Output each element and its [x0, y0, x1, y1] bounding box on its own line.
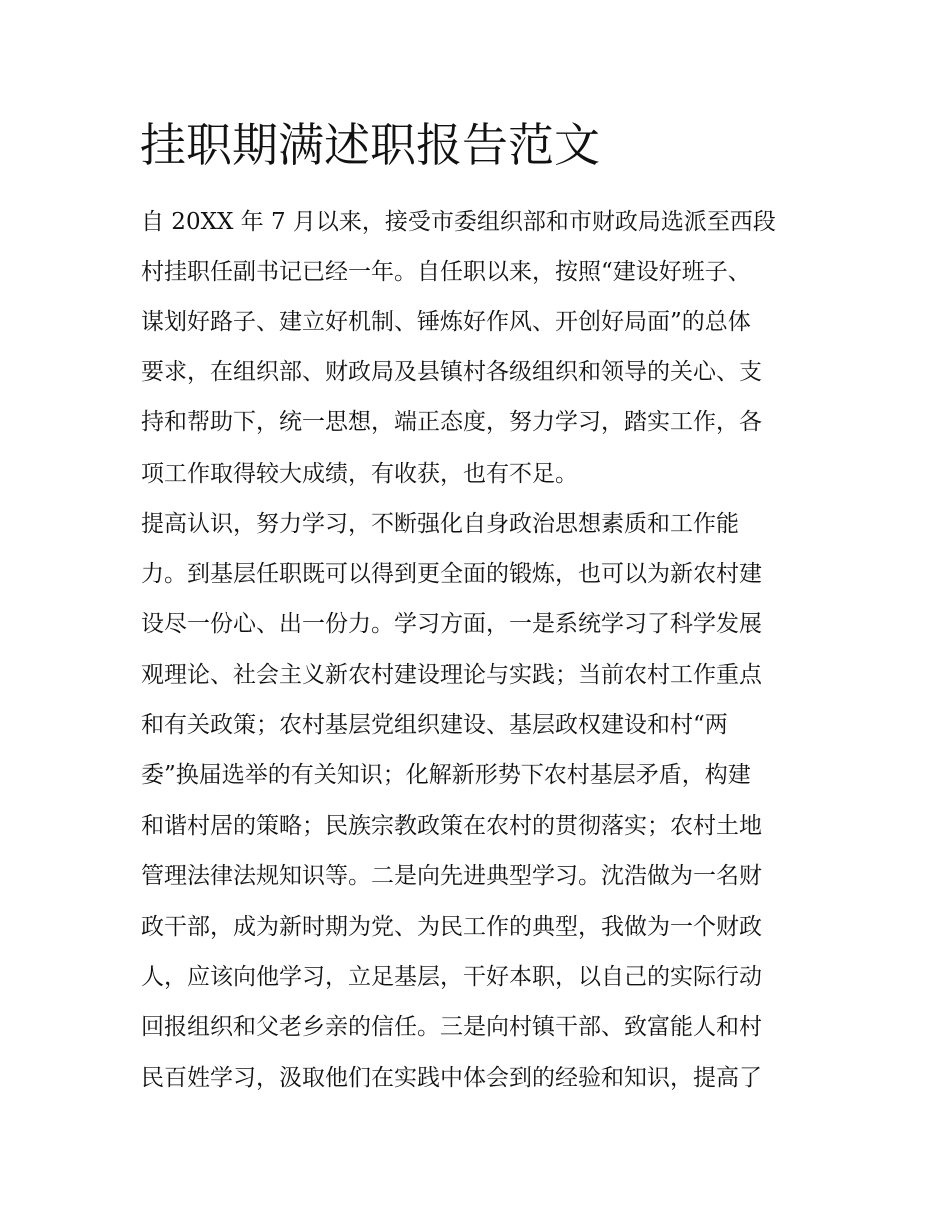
- document-title: 挂职期满述职报告范文: [140, 118, 600, 172]
- body-line: 观理论、社会主义新农村建设理论与实践；当前农村工作重点: [141, 662, 762, 688]
- body-line: 持和帮助下，统一思想，端正态度，努力学习，踏实工作，各: [141, 409, 762, 435]
- body-line: 提高认识，努力学习，不断强化自身政治思想素质和工作能: [141, 511, 739, 537]
- body-line: 委”换届选举的有关知识；化解新形势下农村基层矛盾，构建: [141, 762, 751, 788]
- body-line: 村挂职任副书记已经一年。自任职以来，按照“建设好班子、: [141, 259, 751, 285]
- body-line: 自 20XX 年 7 月以来，接受市委组织部和市财政局选派至西段: [141, 209, 776, 235]
- body-line: 设尽一份心、出一份力。学习方面，一是系统学习了科学发展: [141, 611, 762, 637]
- body-line: 人，应该向他学习，立足基层，干好本职，以自己的实际行动: [141, 964, 762, 990]
- body-line: 要求，在组织部、财政局及县镇村各级组织和领导的关心、支: [141, 359, 762, 385]
- body-line: 谋划好路子、建立好机制、锤炼好作风、开创好局面”的总体: [141, 309, 751, 335]
- body-line: 民百姓学习，汲取他们在实践中体会到的经验和知识，提高了: [141, 1065, 762, 1091]
- body-line: 政干部，成为新时期为党、为民工作的典型，我做为一个财政: [141, 914, 762, 940]
- body-line: 项工作取得较大成绩，有收获，也有不足。: [141, 461, 578, 487]
- body-line: 管理法律法规知识等。二是向先进典型学习。沈浩做为一名财: [141, 863, 762, 889]
- body-line: 回报组织和父老乡亲的信任。三是向村镇干部、致富能人和村: [141, 1014, 762, 1040]
- body-line: 和有关政策；农村基层党组织建设、基层政权建设和村“两: [141, 712, 728, 738]
- body-line: 力。到基层任职既可以得到更全面的锻炼，也可以为新农村建: [141, 561, 762, 587]
- body-line: 和谐村居的策略；民族宗教政策在农村的贯彻落实；农村土地: [141, 813, 762, 839]
